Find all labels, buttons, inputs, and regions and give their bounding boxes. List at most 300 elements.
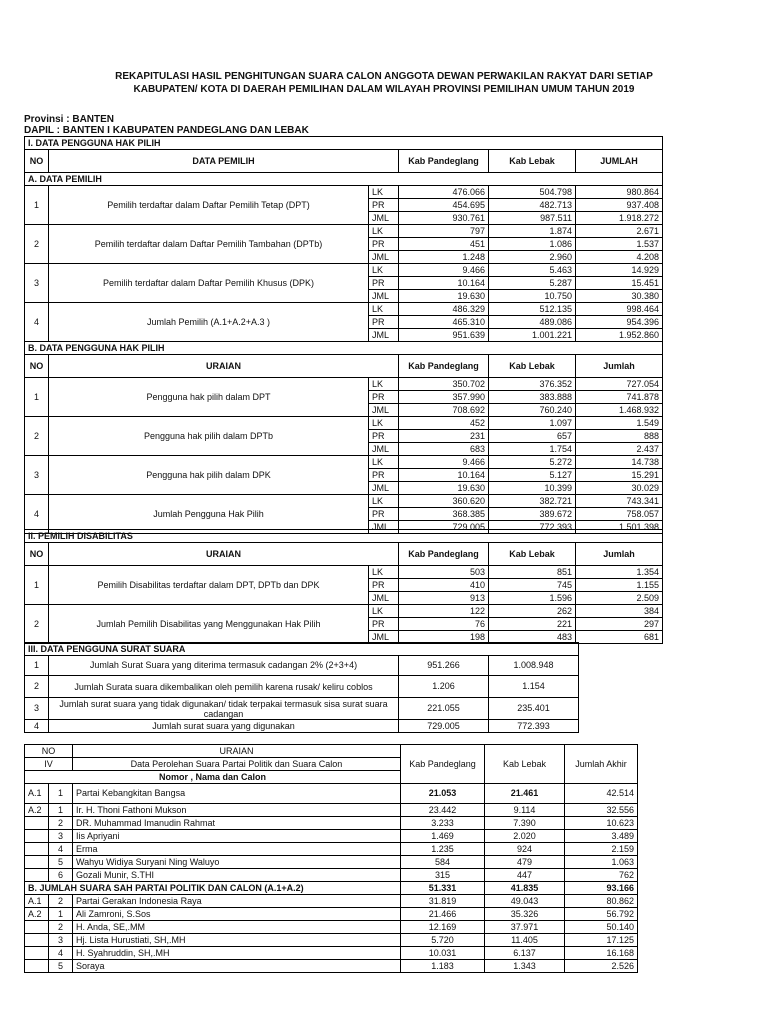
- value-jumlah: 980.864: [576, 186, 663, 199]
- col-data-header: DATA PEMILIH: [49, 150, 399, 173]
- value-jumlah: 681: [576, 631, 663, 644]
- row-label: Pemilih terdaftar dalam Daftar Pemilih Tetap (DPT): [49, 186, 369, 225]
- gender-label: PR: [369, 508, 399, 521]
- candidate-row: [25, 947, 638, 960]
- subsection-row: [25, 342, 663, 355]
- section-heading-row: [25, 137, 663, 150]
- candidate-name: DR. Muhammad Imanudin Rahmat: [73, 817, 401, 830]
- value-lebak: 1.097: [489, 417, 576, 430]
- value-pandeglang: 357.990: [399, 391, 489, 404]
- value-pandeglang: 1.206: [399, 676, 489, 698]
- value-pandeglang: 951.639: [399, 329, 489, 342]
- party-number: 1: [49, 784, 73, 804]
- value-pandeglang: 930.761: [399, 212, 489, 225]
- candidate-number: 5: [49, 960, 73, 973]
- value-lebak: 987.511: [489, 212, 576, 225]
- value-pandeglang: 21.466: [401, 908, 485, 921]
- row-number: 1: [25, 378, 49, 417]
- row-number: 2: [25, 225, 49, 264]
- value-jumlah: 937.408: [576, 199, 663, 212]
- section-heading: III. DATA PENGGUNA SURAT SUARA: [25, 643, 579, 656]
- value-lebak: 1.754: [489, 443, 576, 456]
- value-pandeglang: 452: [399, 417, 489, 430]
- value-jumlah: 888: [576, 430, 663, 443]
- value-pandeglang: 454.695: [399, 199, 489, 212]
- gender-label: JML: [369, 329, 399, 342]
- value-lebak: 5.463: [489, 264, 576, 277]
- value-jumlah: 30.380: [576, 290, 663, 303]
- value-lebak: 1.001.221: [489, 329, 576, 342]
- value-lebak: 389.672: [489, 508, 576, 521]
- data-row: [25, 656, 579, 676]
- candidate-name: Erma: [73, 843, 401, 856]
- col-pandeglang-header: Kab Pandeglang: [399, 150, 489, 173]
- subsection-heading: A. DATA PEMILIH: [25, 173, 663, 186]
- provinsi-label: Provinsi : BANTEN: [24, 114, 115, 125]
- gender-label: LK: [369, 264, 399, 277]
- value-jumlah: 741.878: [576, 391, 663, 404]
- candidate-row: [25, 869, 638, 882]
- col-no-header: NO: [25, 543, 49, 566]
- value-jumlah-akhir: 56.792: [565, 908, 638, 921]
- value-pandeglang: 360.620: [399, 495, 489, 508]
- candidate-name: Iis Apriyani: [73, 830, 401, 843]
- value-jumlah-akhir: 1.063: [565, 856, 638, 869]
- candidate-number: 4: [49, 947, 73, 960]
- gender-label: JML: [369, 592, 399, 605]
- value-lebak: 924: [485, 843, 565, 856]
- party-row: [25, 895, 638, 908]
- candidate-code: [25, 817, 49, 830]
- row-label: Pemilih terdaftar dalam Daftar Pemilih Tambahan (DPTb): [49, 225, 369, 264]
- value-pandeglang: 913: [399, 592, 489, 605]
- candidate-row: [25, 804, 638, 817]
- section-heading-row: [25, 643, 579, 656]
- total-label: B. JUMLAH SUARA SAH PARTAI POLITIK DAN CALON (A.1+A.2): [25, 882, 401, 895]
- value-jumlah: 14.738: [576, 456, 663, 469]
- candidate-code: [25, 843, 49, 856]
- data-row: [25, 566, 663, 579]
- value-lebak: 49.043: [485, 895, 565, 908]
- col-no-header: NO: [25, 355, 49, 378]
- gender-label: LK: [369, 186, 399, 199]
- gender-label: LK: [369, 225, 399, 238]
- value-pandeglang: 9.466: [399, 456, 489, 469]
- value-lebak: 772.393: [489, 521, 576, 534]
- value-lebak: 11.405: [485, 934, 565, 947]
- candidate-row: [25, 908, 638, 921]
- row-number: 3: [25, 456, 49, 495]
- party-name: Partai Gerakan Indonesia Raya: [73, 895, 401, 908]
- value-jumlah: 727.054: [576, 378, 663, 391]
- value-pandeglang: 729.005: [399, 521, 489, 534]
- value-lebak: 1.874: [489, 225, 576, 238]
- row-label: Pemilih terdaftar dalam Daftar Pemilih Khusus (DPK): [49, 264, 369, 303]
- value-lebak: 2.020: [485, 830, 565, 843]
- candidate-name: Gozali Munir, S.THI: [73, 869, 401, 882]
- value-lebak: 2.960: [489, 251, 576, 264]
- value-pandeglang: 368.385: [399, 508, 489, 521]
- value-pandeglang: 708.692: [399, 404, 489, 417]
- value-jumlah-akhir: 3.489: [565, 830, 638, 843]
- data-row: [25, 605, 663, 618]
- value-lebak: 5.272: [489, 456, 576, 469]
- table-section-4: [24, 744, 638, 973]
- value-pandeglang: 19.630: [399, 482, 489, 495]
- column-header-row: [25, 745, 638, 758]
- total-row: [25, 882, 638, 895]
- data-row: [25, 378, 663, 391]
- value-pandeglang: 12.169: [401, 921, 485, 934]
- value-pandeglang: 315: [401, 869, 485, 882]
- gender-label: PR: [369, 316, 399, 329]
- value-jumlah: 1.952.860: [576, 329, 663, 342]
- value-jumlah: 15.291: [576, 469, 663, 482]
- gender-label: LK: [369, 605, 399, 618]
- row-label: Jumlah Surat Suara yang diterima termasuk cadangan 2% (2+3+4): [49, 656, 399, 676]
- gender-label: PR: [369, 238, 399, 251]
- gender-label: JML: [369, 631, 399, 644]
- total-pandeglang: 51.331: [401, 882, 485, 895]
- column-header-row: [25, 543, 663, 566]
- gender-label: PR: [369, 618, 399, 631]
- value-lebak: 10.750: [489, 290, 576, 303]
- dapil-label: DAPIL : BANTEN I KABUPATEN PANDEGLANG DAN LEBAK: [24, 125, 309, 136]
- candidate-name: H. Anda, SE,.MM: [73, 921, 401, 934]
- candidate-name: Ir. H. Thoni Fathoni Mukson: [73, 804, 401, 817]
- row-label: Jumlah Pemilih Disabilitas yang Menggunakan Hak Pilih: [49, 605, 369, 644]
- candidate-number: 6: [49, 869, 73, 882]
- candidate-code: [25, 934, 49, 947]
- candidate-row: [25, 960, 638, 973]
- value-lebak: 221: [489, 618, 576, 631]
- value-pandeglang: 1.248: [399, 251, 489, 264]
- row-label: Jumlah surat suara yang tidak digunakan/ tidak terpakai termasuk sisa surat suara cadangan: [49, 698, 399, 720]
- value-lebak: 1.154: [489, 676, 579, 698]
- gender-label: LK: [369, 495, 399, 508]
- document-title: [24, 70, 744, 96]
- table-section-3: [24, 642, 579, 733]
- candidate-code: [25, 830, 49, 843]
- party-code: A.1: [25, 895, 49, 908]
- candidate-code: [25, 921, 49, 934]
- value-jumlah-akhir: 17.125: [565, 934, 638, 947]
- gender-label: JML: [369, 443, 399, 456]
- nomor-nama-calon-header: Nomor , Nama dan Calon: [25, 771, 401, 784]
- value-lebak: 5.127: [489, 469, 576, 482]
- value-jumlah-akhir: 2.526: [565, 960, 638, 973]
- col-pandeglang-header: Kab Pandeglang: [399, 543, 489, 566]
- title-line-2: KABUPATEN/ KOTA DI DAERAH PEMILIHAN DALAM WILAYAH PROVINSI PEMILIHAN UMUM TAHUN 2019: [133, 84, 635, 95]
- value-lebak: 479: [485, 856, 565, 869]
- value-jumlah-akhir: 80.862: [565, 895, 638, 908]
- value-pandeglang: 31.819: [401, 895, 485, 908]
- gender-label: LK: [369, 303, 399, 316]
- gender-label: PR: [369, 579, 399, 592]
- value-pandeglang: 476.066: [399, 186, 489, 199]
- gender-label: PR: [369, 199, 399, 212]
- candidate-code: [25, 960, 49, 973]
- value-jumlah-akhir: 762: [565, 869, 638, 882]
- value-lebak: 745: [489, 579, 576, 592]
- party-code: A.1: [25, 784, 49, 804]
- value-lebak: 376.352: [489, 378, 576, 391]
- value-jumlah: 1.549: [576, 417, 663, 430]
- value-lebak: 512.135: [489, 303, 576, 316]
- gender-label: JML: [369, 251, 399, 264]
- value-pandeglang: 10.031: [401, 947, 485, 960]
- col-pandeglang-header: Kab Pandeglang: [399, 355, 489, 378]
- value-jumlah: 15.451: [576, 277, 663, 290]
- value-lebak: 1.343: [485, 960, 565, 973]
- value-lebak: 483: [489, 631, 576, 644]
- value-lebak: 10.399: [489, 482, 576, 495]
- column-header-row: [25, 150, 663, 173]
- data-row: [25, 676, 579, 698]
- value-jumlah: 1.501.398: [576, 521, 663, 534]
- value-pandeglang: 198: [399, 631, 489, 644]
- candidate-row: [25, 830, 638, 843]
- value-lebak: 489.086: [489, 316, 576, 329]
- candidate-number: 2: [49, 921, 73, 934]
- col-lebak-header: Kab Lebak: [485, 745, 565, 784]
- section-heading: I. DATA PENGGUNA HAK PILIH: [25, 137, 663, 150]
- value-pandeglang: 503: [399, 566, 489, 579]
- data-row: [25, 417, 663, 430]
- row-label: Jumlah Surata suara dikembalikan oleh pemilih karena rusak/ keliru coblos: [49, 676, 399, 698]
- subsection-row: [25, 173, 663, 186]
- gender-label: PR: [369, 391, 399, 404]
- value-jumlah: 743.341: [576, 495, 663, 508]
- row-number: 2: [25, 417, 49, 456]
- value-jumlah: 384: [576, 605, 663, 618]
- row-number: 2: [25, 605, 49, 644]
- value-jumlah: 1.918.272: [576, 212, 663, 225]
- value-lebak: 504.798: [489, 186, 576, 199]
- gender-label: JML: [369, 212, 399, 225]
- party-row: [25, 784, 638, 804]
- value-jumlah: 954.396: [576, 316, 663, 329]
- value-lebak: 760.240: [489, 404, 576, 417]
- candidate-row: [25, 843, 638, 856]
- col-jumlah-header: Jumlah: [576, 543, 663, 566]
- col-uraian-header: URAIAN: [49, 355, 399, 378]
- value-pandeglang: 410: [399, 579, 489, 592]
- value-lebak: 1.596: [489, 592, 576, 605]
- candidate-number: 5: [49, 856, 73, 869]
- data-row: [25, 456, 663, 469]
- candidate-number: 3: [49, 830, 73, 843]
- value-lebak: 447: [485, 869, 565, 882]
- value-jumlah: 758.057: [576, 508, 663, 521]
- total-jumlah-akhir: 93.166: [565, 882, 638, 895]
- row-label: Jumlah surat suara yang digunakan: [49, 720, 399, 733]
- candidate-number: 2: [49, 817, 73, 830]
- section-iv-description: Data Perolehan Suara Partai Politik dan Suara Calon: [73, 758, 401, 771]
- section-heading-row: [25, 530, 663, 543]
- value-pandeglang: 19.630: [399, 290, 489, 303]
- table-section-1: [24, 136, 663, 534]
- value-jumlah: 1.537: [576, 238, 663, 251]
- value-jumlah-akhir: 32.556: [565, 804, 638, 817]
- party-name: Partai Kebangkitan Bangsa: [73, 784, 401, 804]
- value-pandeglang: 9.466: [399, 264, 489, 277]
- table-section-2: [24, 529, 663, 644]
- data-row: [25, 225, 663, 238]
- candidate-code: [25, 947, 49, 960]
- candidate-code: A.2: [25, 804, 49, 817]
- col-no-header: NO: [25, 150, 49, 173]
- value-jumlah-akhir: 42.514: [565, 784, 638, 804]
- value-pandeglang: 1.183: [401, 960, 485, 973]
- value-lebak: 37.971: [485, 921, 565, 934]
- value-lebak: 35.326: [485, 908, 565, 921]
- data-row: [25, 698, 579, 720]
- col-pandeglang-header: Kab Pandeglang: [401, 745, 485, 784]
- col-uraian-header: URAIAN: [49, 543, 399, 566]
- row-number: 3: [25, 264, 49, 303]
- col-jumlah-header: JUMLAH: [576, 150, 663, 173]
- value-jumlah: 1.354: [576, 566, 663, 579]
- value-jumlah-akhir: 50.140: [565, 921, 638, 934]
- subsection-heading: B. DATA PENGGUNA HAK PILIH: [25, 342, 663, 355]
- value-pandeglang: 797: [399, 225, 489, 238]
- candidate-row: [25, 856, 638, 869]
- value-lebak: 5.287: [489, 277, 576, 290]
- value-lebak: 21.461: [485, 784, 565, 804]
- candidate-name: H. Syahruddin, SH,.MH: [73, 947, 401, 960]
- value-pandeglang: 76: [399, 618, 489, 631]
- value-lebak: 6.137: [485, 947, 565, 960]
- value-jumlah: 4.208: [576, 251, 663, 264]
- value-jumlah-akhir: 16.168: [565, 947, 638, 960]
- gender-label: PR: [369, 277, 399, 290]
- value-pandeglang: 231: [399, 430, 489, 443]
- value-pandeglang: 23.442: [401, 804, 485, 817]
- value-pandeglang: 21.053: [401, 784, 485, 804]
- value-lebak: 657: [489, 430, 576, 443]
- gender-label: PR: [369, 469, 399, 482]
- value-lebak: 262: [489, 605, 576, 618]
- row-number: 4: [25, 495, 49, 534]
- candidate-code: A.2: [25, 908, 49, 921]
- row-number: 1: [25, 566, 49, 605]
- data-row: [25, 303, 663, 316]
- row-label: Pengguna hak pilih dalam DPK: [49, 456, 369, 495]
- gender-label: LK: [369, 378, 399, 391]
- value-lebak: 482.713: [489, 199, 576, 212]
- gender-label: JML: [369, 482, 399, 495]
- value-lebak: 1.086: [489, 238, 576, 251]
- candidate-row: [25, 921, 638, 934]
- col-lebak-header: Kab Lebak: [489, 150, 576, 173]
- value-pandeglang: 10.164: [399, 469, 489, 482]
- value-pandeglang: 350.702: [399, 378, 489, 391]
- value-lebak: 7.390: [485, 817, 565, 830]
- value-pandeglang: 465.310: [399, 316, 489, 329]
- gender-label: JML: [369, 290, 399, 303]
- candidate-number: 4: [49, 843, 73, 856]
- value-pandeglang: 221.055: [399, 698, 489, 720]
- value-lebak: 1.008.948: [489, 656, 579, 676]
- column-header-row: [25, 355, 663, 378]
- gender-label: LK: [369, 456, 399, 469]
- value-pandeglang: 1.235: [401, 843, 485, 856]
- col-lebak-header: Kab Lebak: [489, 355, 576, 378]
- data-row: [25, 186, 663, 199]
- section-heading: II. PEMILIH DISABILITAS: [25, 530, 663, 543]
- candidate-name: Wahyu Widiya Suryani Ning Waluyo: [73, 856, 401, 869]
- gender-label: PR: [369, 430, 399, 443]
- value-lebak: 383.888: [489, 391, 576, 404]
- gender-label: LK: [369, 417, 399, 430]
- value-pandeglang: 10.164: [399, 277, 489, 290]
- value-lebak: 851: [489, 566, 576, 579]
- row-label: Pengguna hak pilih dalam DPTb: [49, 417, 369, 456]
- candidate-name: Soraya: [73, 960, 401, 973]
- row-number: 3: [25, 698, 49, 720]
- section-iv-label: IV: [25, 758, 73, 771]
- value-pandeglang: 729.005: [399, 720, 489, 733]
- value-jumlah: 30.029: [576, 482, 663, 495]
- candidate-name: Ali Zamroni, S.Sos: [73, 908, 401, 921]
- col-uraian-header: URAIAN: [73, 745, 401, 758]
- row-label: Jumlah Pengguna Hak Pilih: [49, 495, 369, 534]
- data-row: [25, 264, 663, 277]
- value-pandeglang: 122: [399, 605, 489, 618]
- party-number: 2: [49, 895, 73, 908]
- row-number: 4: [25, 303, 49, 342]
- row-label: Pengguna hak pilih dalam DPT: [49, 378, 369, 417]
- value-jumlah: 1.468.932: [576, 404, 663, 417]
- value-jumlah: 1.155: [576, 579, 663, 592]
- value-jumlah: 297: [576, 618, 663, 631]
- col-jumlah-header: Jumlah: [576, 355, 663, 378]
- value-pandeglang: 3.233: [401, 817, 485, 830]
- candidate-number: 3: [49, 934, 73, 947]
- row-number: 1: [25, 186, 49, 225]
- value-jumlah: 2.509: [576, 592, 663, 605]
- total-lebak: 41.835: [485, 882, 565, 895]
- value-pandeglang: 5.720: [401, 934, 485, 947]
- value-jumlah: 2.671: [576, 225, 663, 238]
- gender-label: JML: [369, 521, 399, 534]
- candidate-code: [25, 856, 49, 869]
- candidate-number: 1: [49, 908, 73, 921]
- candidate-row: [25, 934, 638, 947]
- data-row: [25, 495, 663, 508]
- value-pandeglang: 951.266: [399, 656, 489, 676]
- gender-label: LK: [369, 566, 399, 579]
- col-no-header: NO: [25, 745, 73, 758]
- value-jumlah: 14.929: [576, 264, 663, 277]
- value-lebak: 9.114: [485, 804, 565, 817]
- value-pandeglang: 486.329: [399, 303, 489, 316]
- value-jumlah: 998.464: [576, 303, 663, 316]
- data-row: [25, 720, 579, 733]
- value-pandeglang: 584: [401, 856, 485, 869]
- col-jumlah-akhir-header: Jumlah Akhir: [565, 745, 638, 784]
- value-jumlah: 2.437: [576, 443, 663, 456]
- value-pandeglang: 1.469: [401, 830, 485, 843]
- value-jumlah-akhir: 10.623: [565, 817, 638, 830]
- title-line-1: REKAPITULASI HASIL PENGHITUNGAN SUARA CALON ANGGOTA DEWAN PERWAKILAN RAKYAT DARI SETIAP: [115, 71, 653, 82]
- value-lebak: 772.393: [489, 720, 579, 733]
- col-lebak-header: Kab Lebak: [489, 543, 576, 566]
- candidate-name: Hj. Lista Hurustiati, SH,.MH: [73, 934, 401, 947]
- value-pandeglang: 683: [399, 443, 489, 456]
- row-number: 1: [25, 656, 49, 676]
